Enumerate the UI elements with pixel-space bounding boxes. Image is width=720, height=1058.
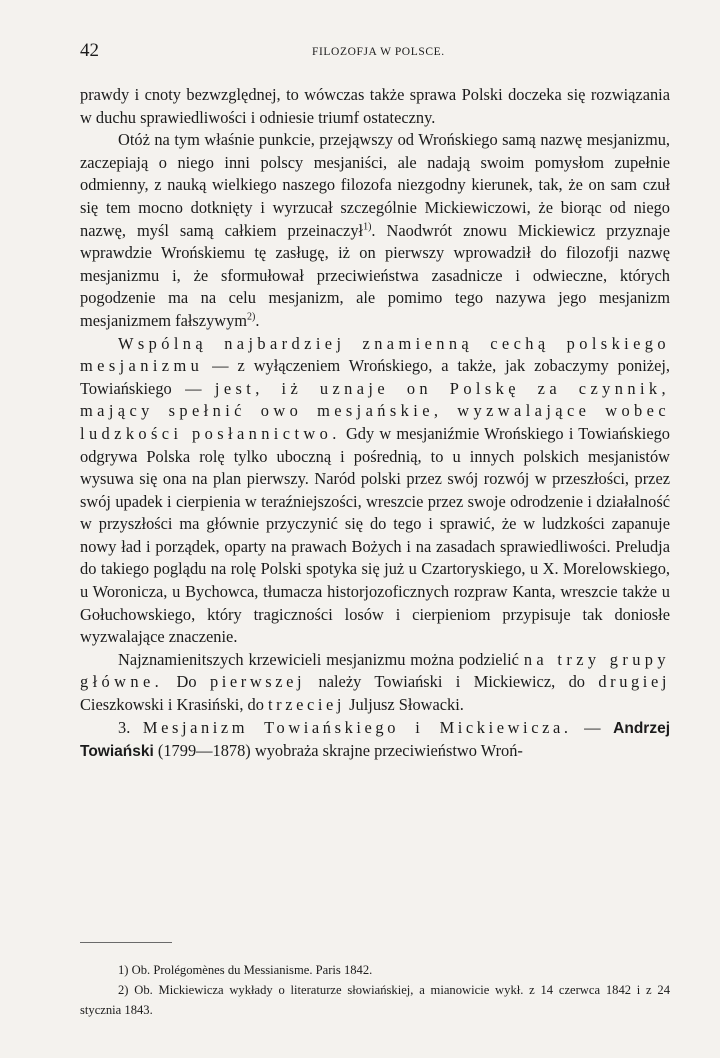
paragraph-text: .	[255, 310, 260, 330]
paragraph-text: Najznamienitszych krzewicieli mesjanizmu można podzielić	[118, 649, 524, 669]
footnote-2: 2) Ob. Mickiewicza wykłady o literaturze słowiańskiej, a mianowicie wykł. z 14 czerwca 1842 i z 24 stycznia 1843.	[80, 983, 670, 1017]
paragraph-text: Gdy w mesjaniźmie Wrońskiego i Towiańskiego odgrywa Polska rolę tylko uboczną i pośrednią, to u innych polskich mesjanistów wysuwa się ona na plan pierwszy. Naród polski przez swój rozwój w przeszłości, przez swój upadek i cierpienia w teraźniejszości, wreszcie przez swoje odrodzenie i działalność w przyszłości ma głównie przyczynić się do tego i sprawić, że w ludzkości zapanuje nowy ład i porządek, oparty na prawach Bożych i na zasadach sprawiedliwości. Preludja do takiego poglądu na rolę Polski spotyka się już u Czartoryskiego, u X. Morelowskiego, u Woronicza, u Bychowca, tłumacza historjozoficznych rozpraw Kanta, wreszcie także u Gołuchowskiego, który tragiczności losów i cierpieniom przypisuje tak doniosłe wyzwalające znaczenie.	[80, 423, 670, 647]
footnotes	[80, 960, 670, 1020]
paragraph-text: —	[571, 717, 614, 737]
paragraph-wronski	[80, 129, 670, 332]
paragraph-text: Otóż na tym właśnie punkcie, przejąwszy od Wrońskiego samą nazwę mesjanizmu, zaczepiają o niego inni polscy mesjaniści, ale nadają swoim pomysłom zupełnie odmienny, z nauką wielkiego naszego filozofa niezgodny kierunek, tak, że on sam czuł się tem mocno dotknięty i wyrzucał szczególnie Mickiewiczowi, że biorąc od niego nazwę, myśl samą całkiem przeinaczył	[80, 130, 670, 240]
paragraph-groups	[80, 649, 670, 717]
page-header	[80, 40, 670, 70]
section-number: 3.	[118, 717, 143, 737]
paragraph-text: Do	[163, 672, 210, 692]
spaced-emphasis: na trzy grupy główne.	[80, 649, 670, 692]
main-text	[80, 84, 670, 764]
footnote-1: 1) Ob. Prolégomènes du Messianisme. Paris 1842.	[118, 963, 373, 977]
paragraph-text: . Naodwrót znowu Mickiewicz przyznaje wprawdzie Wrońskiemu tę zasługę, iż on pierwszy wprowadził do filozofji nazwę mesjanizmu i, że sformułował przeciwieństwa zasadnicze i odwieczne, których pogodzenie ma na celu mesjanizm, ale pomimo tego nazywa jego mesjanizm mesjanizmem fałszywym	[80, 220, 670, 330]
bold-name: Andrzej Towiański	[80, 719, 671, 761]
spaced-emphasis: pierwszej	[209, 672, 306, 692]
running-title: FILOZOFJA W POLSCE.	[312, 46, 445, 58]
paragraph-text: (1799—1878) wyobraża skrajne przeciwieństwo Wroń-	[153, 741, 523, 761]
section-heading: Mesjanizm Towiańskiego i Mickiewicza.	[142, 717, 572, 737]
footnote-ref-2: 2)	[247, 311, 256, 323]
spaced-emphasis: jest, iż uznaje on Polskę za czynnik, mający spełnić owo mesjańskie, wyzwalające wobec ludzkości posłannictwo.	[80, 378, 670, 443]
paragraph-text: Cieszkowski i Krasiński, do	[80, 695, 269, 715]
section-3-start	[80, 717, 670, 764]
paragraph-continued	[80, 84, 670, 129]
paragraph-text: prawdy i cnoty bezwzględnej, to wówczas także sprawa Polski doczeka się rozwiązania w duchu sprawiedliwości i odniesie triumf ostateczny.	[80, 85, 670, 127]
paragraph-text: Juljusz Słowacki.	[345, 695, 464, 715]
page-number: 42	[80, 40, 99, 61]
spaced-emphasis: drugiej	[598, 672, 670, 692]
spaced-emphasis: Wspólną najbardziej znamienną cechą polskiego mesjanizmu	[80, 333, 670, 376]
spaced-emphasis: trzeciej	[268, 695, 346, 715]
paragraph-common-trait	[80, 333, 670, 649]
paragraph-text: — z wyłączeniem Wrońskiego, a także, jak zobaczymy poniżej, Towiańskiego —	[80, 356, 670, 398]
paragraph-text: należy Towiański i Mickiewicz, do	[305, 672, 599, 692]
footnote-divider	[80, 942, 172, 943]
footnote-ref-1: 1)	[363, 221, 372, 233]
